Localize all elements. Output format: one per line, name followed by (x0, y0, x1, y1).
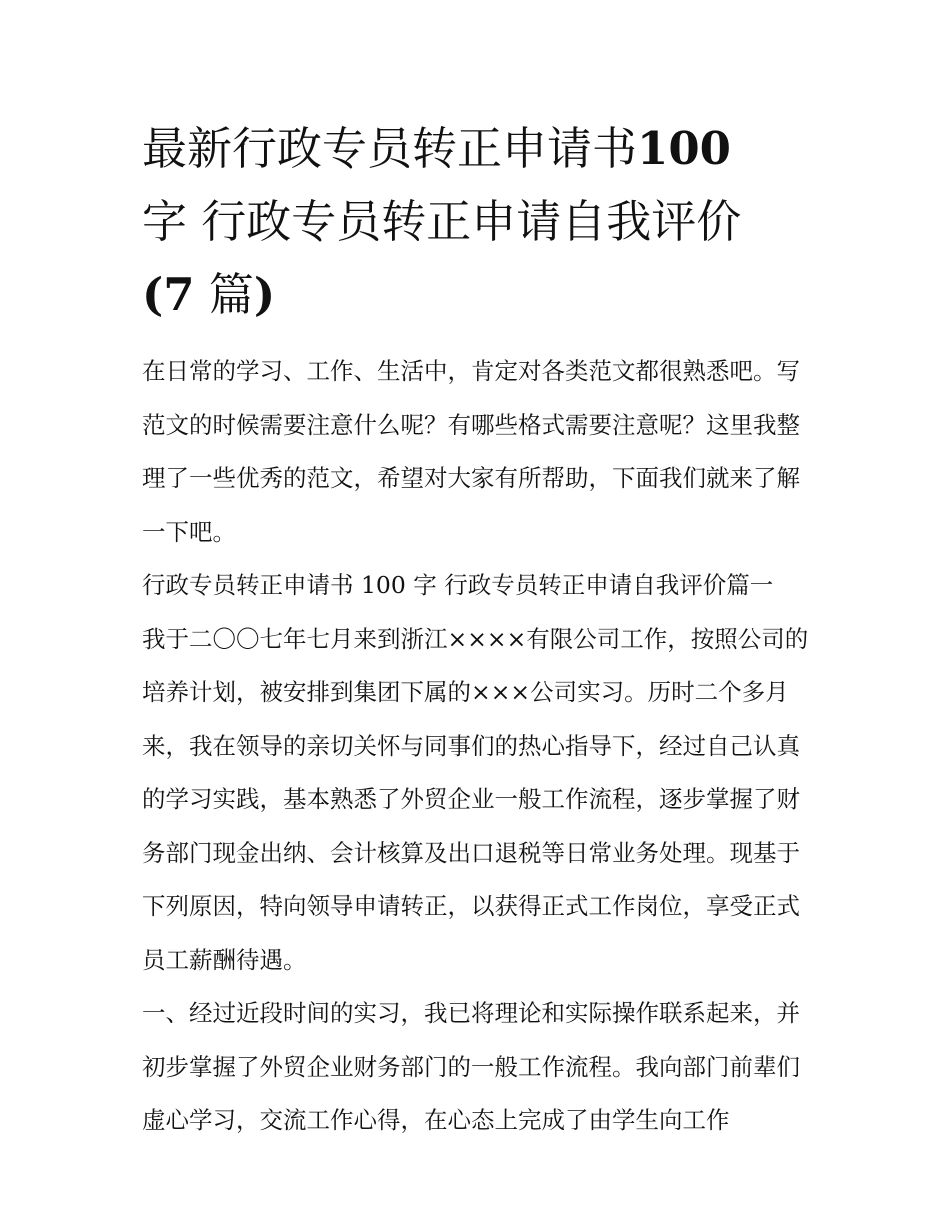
body-paragraph-2: 一、经过近段时间的实习，我已将理论和实际操作联系起来，并初步掌握了外贸企业财务部门的一般工作流程。我向部门前辈们虚心学习，交流工作心得，在心态上完成了由学生向工作 (142, 999, 800, 1134)
document-page (142, 112, 814, 1148)
title-number: 100 (637, 122, 731, 175)
body-paragraph-1: 我于二〇〇七年七月来到浙江××××有限公司工作，按照公司的培养计划，被安排到集团下属的×××公司实习。历时二个多月来，我在领导的亲切关怀与同事们的热心指导下，经过自己认真的学习实践，基本熟悉了外贸企业一般工作流程，逐步掌握了财务部门现金出纳、会计核算及出口退税等日常业务处理。现基于下列原因，特向领导申请转正，以获得正式工作岗位，享受正式员工薪酬待遇。 (142, 624, 809, 974)
intro-paragraph: 在日常的学习、工作、生活中，肯定对各类范文都很熟悉吧。写范文的时候需要注意什么呢？有哪些格式需要注意呢？这里我整理了一些优秀的范文，希望对大家有所帮助，下面我们就来了解一下吧。 (142, 357, 800, 546)
title-paren-open: (7 (142, 268, 195, 321)
title-count-word: 篇 (194, 268, 254, 321)
section-heading: 行政专员转正申请书 100 字 行政专员转正申请自我评价篇一 (142, 571, 774, 599)
title-part-2: 字 行政专员转正申请自我评价 (142, 195, 742, 248)
title-paren-close: ) (253, 268, 276, 321)
document-title (142, 112, 814, 331)
title-part-1: 最新行政专员转正申请书 (142, 122, 638, 175)
